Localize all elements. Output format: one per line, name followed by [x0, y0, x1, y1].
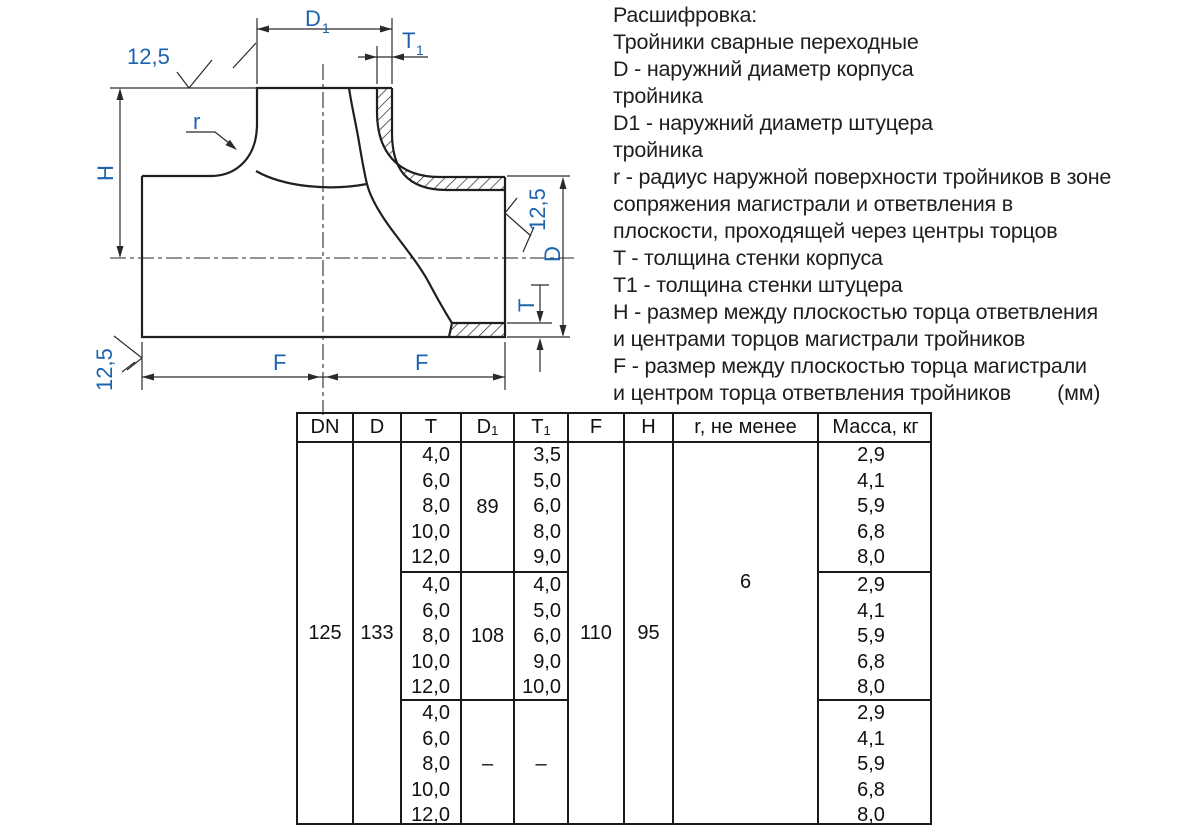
col-dn	[298, 414, 354, 823]
t1-value: 4,0	[533, 574, 561, 596]
legend-text	[613, 2, 1198, 407]
t1-block-3: –	[515, 699, 567, 827]
label-roughness-bottom: 12,5	[92, 348, 117, 391]
t-block-2	[402, 571, 460, 699]
t1-value: 9,0	[533, 650, 561, 673]
mass-value: 6,8	[857, 778, 885, 801]
t-value: 4,0	[422, 702, 450, 724]
t1-value: 8,0	[533, 520, 561, 543]
label-roughness-top: 12,5	[127, 44, 170, 69]
mass-block-2	[819, 571, 932, 699]
cell-f: 110	[580, 621, 612, 644]
mass-block-1	[819, 443, 932, 571]
mass-value: 4,1	[857, 599, 885, 622]
mass-value: 6,8	[857, 520, 885, 543]
label-t1: T	[402, 28, 416, 53]
t-value: 10,0	[411, 778, 450, 801]
cell-dn: 125	[308, 621, 342, 644]
label-h: H	[93, 165, 118, 181]
t1-value: 6,0	[533, 625, 561, 648]
cell-r: 6	[739, 571, 752, 593]
header-d1: D 1	[462, 414, 513, 443]
dimensions-table	[296, 412, 932, 825]
header-h: H	[625, 414, 672, 443]
t-value: 6,0	[422, 469, 450, 492]
legend-line: F - размер между плоскостью торца магистрали	[613, 354, 1087, 378]
d1-block-3: –	[462, 699, 513, 827]
t1-value: 6,0	[533, 495, 561, 518]
label-d1: D	[305, 6, 321, 31]
legend-line: Расшифровка:	[613, 3, 758, 27]
col-d1	[462, 414, 515, 823]
t-value: 6,0	[422, 599, 450, 622]
t1-value: 5,0	[533, 599, 561, 622]
mass-value: 8,0	[857, 804, 885, 827]
header-dn: DN	[298, 414, 352, 443]
legend-line: D - наружний диаметр корпуса	[613, 57, 914, 81]
t-value: 8,0	[422, 753, 450, 776]
saddle-arc	[256, 171, 367, 187]
label-t: T	[514, 298, 539, 312]
label-f-right: F	[415, 350, 429, 375]
t-value: 12,0	[411, 546, 450, 569]
t1-value: 5,0	[533, 469, 561, 492]
mass-value: 6,8	[857, 650, 885, 673]
legend-line: плоскости, проходящей через центры торцов	[613, 219, 1058, 243]
header-d: D	[354, 414, 400, 443]
mass-value: 2,9	[857, 444, 885, 466]
legend-line: тройника	[613, 84, 703, 108]
legend-line: H - размер между плоскостью торца ответвления	[613, 300, 1098, 324]
mass-value: 5,9	[857, 753, 885, 776]
t-block-3	[402, 699, 460, 827]
col-f	[569, 414, 625, 823]
t-value: 12,0	[411, 804, 450, 827]
legend-line: r - радиус наружной поверхности тройников в зоне	[613, 165, 1112, 189]
d1-block-1: 89	[476, 495, 499, 518]
legend-line: D1 - наружний диаметр штуцера	[613, 111, 933, 135]
t1-value: 3,5	[533, 444, 561, 466]
legend-line: T1 - толщина стенки штуцера	[613, 273, 903, 297]
col-mass	[819, 414, 932, 827]
mass-value: 8,0	[857, 546, 885, 569]
label-r: r	[193, 109, 201, 134]
t1-block-1	[515, 443, 567, 571]
t-value: 10,0	[411, 650, 450, 673]
mass-value: 2,9	[857, 574, 885, 596]
t-block-1	[402, 443, 460, 571]
section-hatch-branch-wall	[377, 88, 505, 190]
col-d	[354, 414, 402, 823]
tee-drawing	[0, 0, 608, 420]
legend-line: тройника	[613, 138, 703, 162]
t-value: 10,0	[411, 520, 450, 543]
label-d: D	[540, 246, 565, 262]
header-t1: T 1	[515, 414, 567, 443]
t-value: 8,0	[422, 495, 450, 518]
t1-value: 9,0	[533, 546, 561, 569]
cell-h: 95	[637, 621, 660, 644]
mass-value: 4,1	[857, 727, 885, 750]
cell-d: 133	[360, 621, 394, 644]
mass-value: 4,1	[857, 469, 885, 492]
t-value: 8,0	[422, 625, 450, 648]
legend-line: Тройники сварные переходные	[613, 30, 919, 54]
header-f: F	[569, 414, 623, 443]
mass-block-3	[819, 699, 932, 827]
t1-value: 10,0	[522, 676, 561, 699]
header-r: r, не менее	[674, 414, 817, 443]
label-t1-sub: 1	[416, 42, 424, 58]
d1-block-2: 108	[462, 571, 513, 699]
legend-line: и центром торца ответвления тройников (мм)	[613, 381, 1101, 405]
col-t1	[515, 414, 569, 823]
legend-line: и центрами торцов магистрали тройников	[613, 327, 1026, 351]
col-r	[674, 414, 819, 823]
t-value: 12,0	[411, 676, 450, 699]
header-mass: Масса, кг	[819, 414, 932, 443]
label-d1-sub: 1	[322, 20, 330, 36]
label-roughness-right: 12,5	[525, 188, 550, 231]
t-value: 4,0	[422, 574, 450, 596]
col-t	[402, 414, 462, 827]
t-value: 6,0	[422, 727, 450, 750]
col-h	[625, 414, 674, 823]
label-f-left: F	[273, 350, 287, 375]
section-hatch-bottom-wall	[449, 323, 505, 337]
break-line	[349, 88, 452, 337]
mass-value: 5,9	[857, 625, 885, 648]
mass-value: 5,9	[857, 495, 885, 518]
legend-line: сопряжения магистрали и ответвления в	[613, 192, 1013, 216]
mass-value: 2,9	[857, 702, 885, 724]
mass-value: 8,0	[857, 676, 885, 699]
t1-block-2	[515, 571, 567, 699]
header-t: T	[402, 414, 460, 443]
t-value: 4,0	[422, 444, 450, 466]
legend-line: T - толщина стенки корпуса	[613, 246, 883, 270]
